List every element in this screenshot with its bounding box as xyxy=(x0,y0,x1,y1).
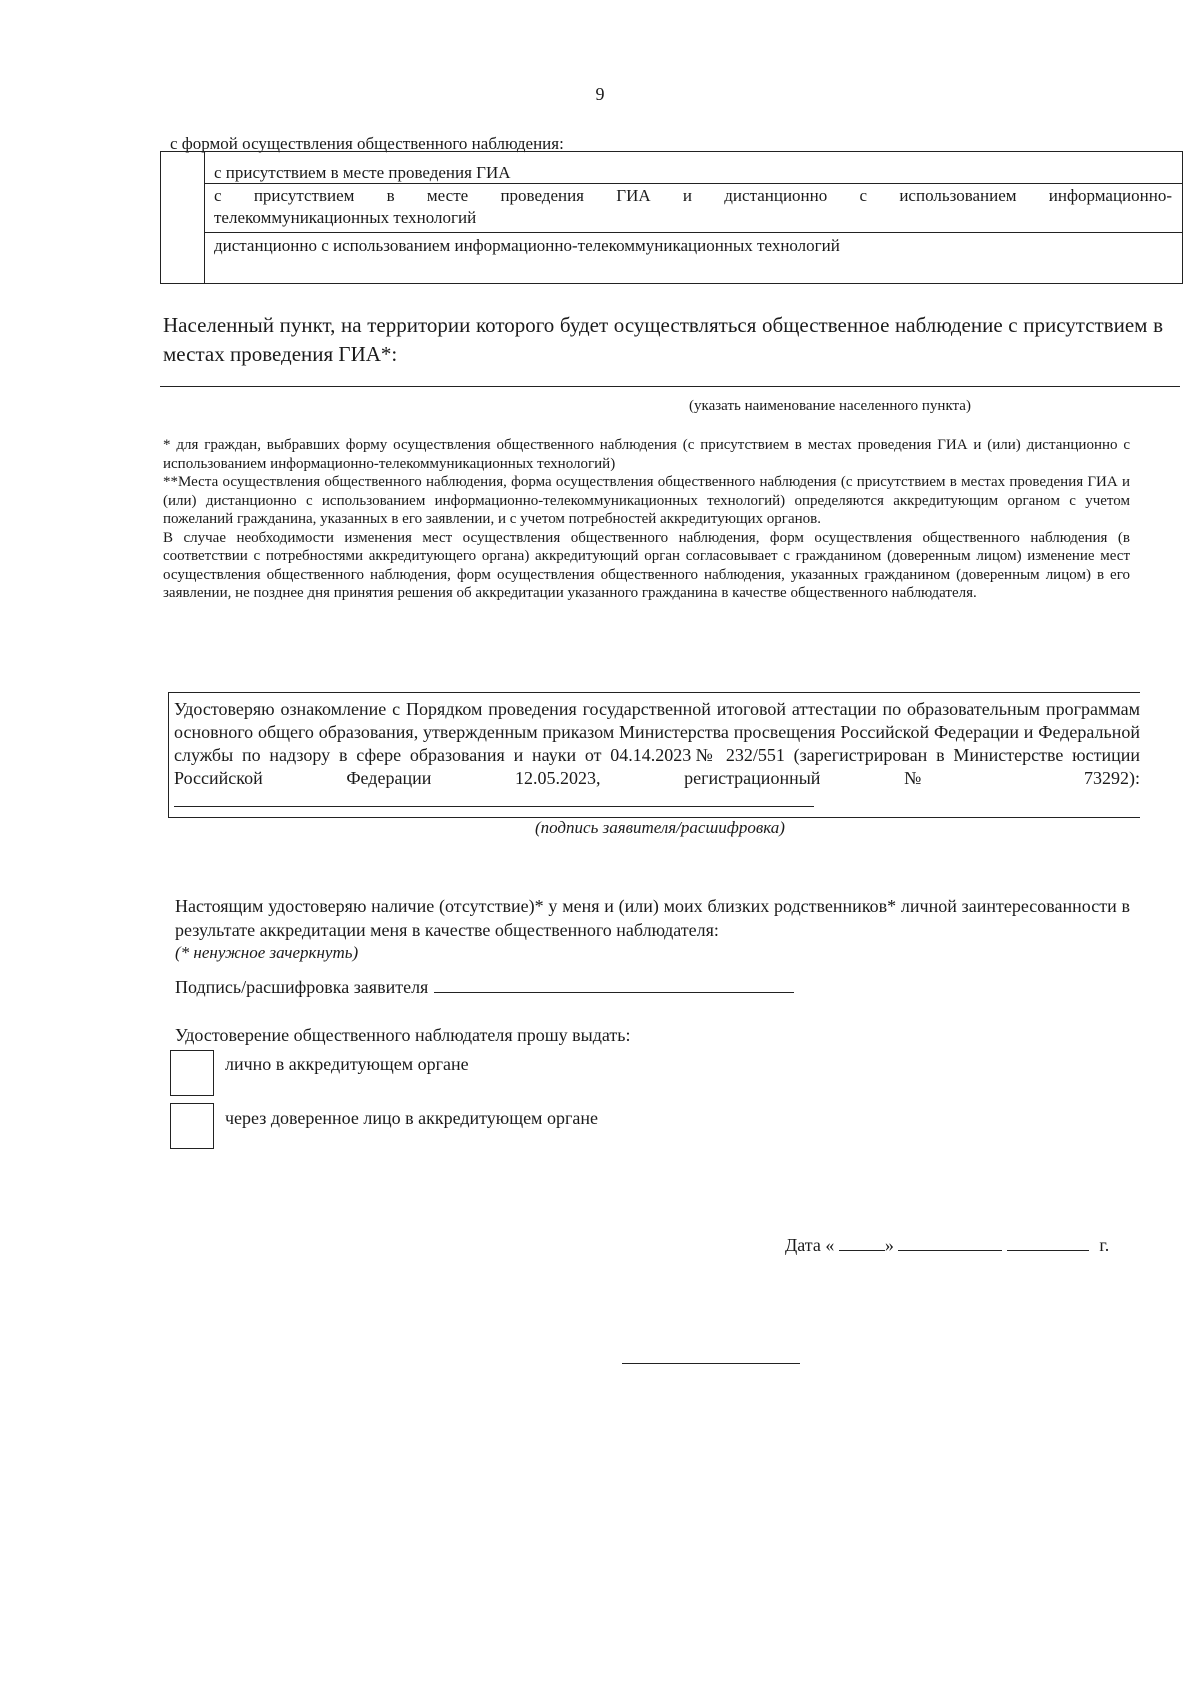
date-prefix: Дата « xyxy=(785,1235,835,1255)
footnotes xyxy=(163,436,1130,603)
acknowledgement-text: Удостоверяю ознакомление с Порядком проведения государственной итоговой аттестации по образовательным программам основного общего образования, утвержденным приказом Министерства просвещения Российской Федерации и Федеральной службы по надзору в сфере образования и науки от 04.14.2023№ 232/551 (зарегистрирован в Министерстве юстиции Российской Федерации 12.05.2023, регистрационный № 73292): xyxy=(174,699,1140,788)
acknowledgement-caption: (подпись заявителя/расшифровка) xyxy=(535,818,785,837)
acknowledgement-box xyxy=(168,692,1140,818)
page-number: 9 xyxy=(595,84,605,104)
date-day-field[interactable] xyxy=(839,1236,885,1251)
applicant-signature-field[interactable] xyxy=(434,978,794,993)
checkbox-via-proxy[interactable] xyxy=(170,1103,214,1149)
locality-label: Населенный пункт, на территории которого будет осуществляться общественное наблюдение с присутствием в местах проведения ГИА*: xyxy=(163,313,1163,366)
certificate-option-via-proxy: через доверенное лицо в аккредитующем органе xyxy=(225,1108,598,1128)
footnote-1: * для граждан, выбравших форму осуществления общественного наблюдения (с присутствием в местах проведения ГИА и (или) дистанционно с использованием информационно-телекоммуникационных технологий) xyxy=(163,437,1130,472)
date-quote-close: » xyxy=(884,1235,894,1255)
option-in-person: с присутствием в месте проведения ГИА xyxy=(214,163,511,182)
row-divider xyxy=(204,232,1182,233)
applicant-signature-row xyxy=(175,977,794,998)
strike-note: (* ненужное зачеркнуть) xyxy=(175,943,359,962)
option-combined-line1: с присутствием в месте проведения ГИА и дистанционно с использованием информационно- xyxy=(214,186,1172,205)
footnote-3: В случае необходимости изменения мест осуществления общественного наблюдения, форм осуществления общественного наблюдения (в соответствии с потребностями аккредитующего органа) аккредитующий орган согласовывает с гражданином (доверенным лицом) изменение мест осуществления общественного наблюдения, форм осуществления общественного наблюдения, указанных гражданином (доверенным лицом) в его заявлении, не позднее дня принятия решения об аккредитации указанного гражданина в качестве общественного наблюдателя. xyxy=(163,529,1130,601)
signature-label: Подпись/расшифровка заявителя xyxy=(175,977,429,997)
date-month-field[interactable] xyxy=(898,1236,1002,1251)
date-suffix: г. xyxy=(1099,1235,1110,1255)
acknowledgement-signature-field[interactable] xyxy=(174,792,814,807)
checkbox-column-divider xyxy=(204,152,205,283)
interest-statement: Настоящим удостоверяю наличие (отсутствие)* у меня и (или) моих близких родственников* личной заинтересованности в результате аккредитации меня в качестве общественного наблюдателя: xyxy=(175,896,1130,940)
end-divider xyxy=(622,1363,800,1364)
locality-hint: (указать наименование населенного пункта) xyxy=(689,398,971,414)
date-row xyxy=(785,1235,1109,1256)
certificate-label: Удостоверение общественного наблюдателя прошу выдать: xyxy=(175,1025,631,1045)
form-options-table xyxy=(160,151,1183,284)
date-year-field[interactable] xyxy=(1007,1236,1089,1251)
checkbox-in-person[interactable] xyxy=(170,1050,214,1096)
form-section-intro: с формой осуществления общественного наблюдения: xyxy=(170,134,564,153)
certificate-option-in-person: лично в аккредитующем органе xyxy=(225,1054,469,1074)
option-combined-line2: телекоммуникационных технологий xyxy=(214,208,477,227)
locality-input-line[interactable] xyxy=(160,386,1180,387)
option-remote: дистанционно с использованием информационно-телекоммуникационных технологий xyxy=(214,236,840,255)
footnote-2: **Места осуществления общественного наблюдения, форма осуществления общественного наблюдения (с присутствием в местах проведения ГИА и (или) дистанционно с использованием информационно-телекоммуникационных технологий) определяются аккредитующим органом с учетом пожеланий гражданина, указанных в его заявлении, и с учетом потребностей аккредитующих органов. xyxy=(163,474,1130,527)
